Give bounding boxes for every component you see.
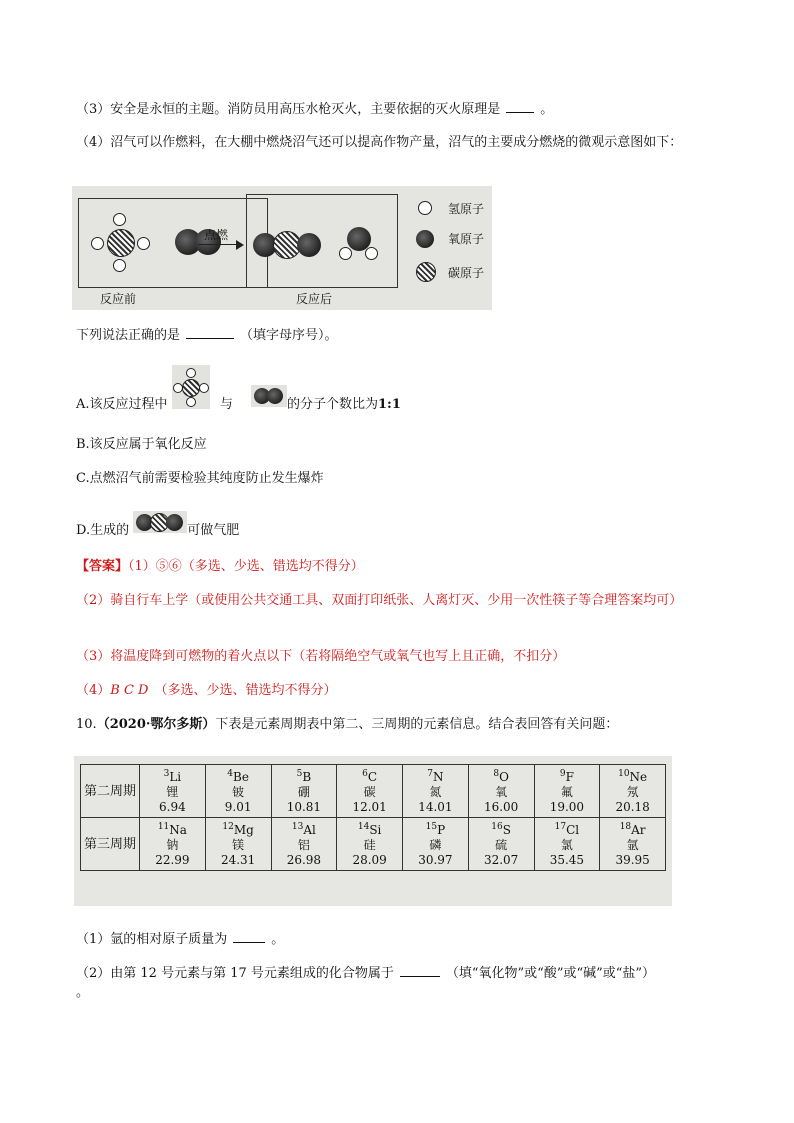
- methane-molecule-icon: [172, 365, 210, 409]
- question-10-text: 下表是元素周期表中第二、三周期的元素信息。结合表回答有关问题：: [215, 717, 619, 732]
- element-name: 氩: [626, 838, 639, 852]
- element-cell: [271, 765, 337, 818]
- element-cell: [468, 765, 534, 818]
- element-cell: [205, 765, 271, 818]
- hydrogen-atom: [91, 237, 104, 250]
- period-label: 第三周期: [81, 818, 140, 871]
- element-name: 硼: [297, 785, 310, 799]
- element-symbol: B: [302, 770, 312, 784]
- answer-blank[interactable]: [233, 930, 265, 943]
- element-cell: [205, 818, 271, 871]
- element-symbol: O: [499, 770, 509, 784]
- atomic-mass: 30.97: [418, 853, 453, 867]
- answer-1: [76, 558, 364, 576]
- sub-question-2: [76, 964, 655, 983]
- element-name: 碳: [363, 785, 376, 799]
- option-a-mid: 与: [219, 397, 233, 412]
- element-name: 硫: [495, 838, 508, 852]
- atomic-number: 9: [559, 769, 566, 779]
- oxygen-legend-icon: [416, 230, 434, 248]
- element-name: 氮: [429, 785, 442, 799]
- hydrogen-atom: [339, 247, 352, 260]
- element-symbol: Ar: [631, 823, 646, 837]
- answer-2: （2）骑自行车上学（或使用公共交通工具、双面打印纸张、人离灯灭、少用一次性筷子等合理答案均可）: [76, 593, 683, 608]
- element-cell: [337, 765, 403, 818]
- hydrogen-atom: [113, 259, 126, 272]
- answer-4-suffix: （多选、少选、错选均不得分）: [154, 683, 337, 698]
- oxygen-atom: [297, 233, 321, 257]
- legend-carbon: 碳原子: [448, 266, 485, 280]
- element-symbol: N: [432, 770, 444, 784]
- element-cell: [403, 818, 469, 871]
- atomic-mass: 6.94: [159, 800, 186, 814]
- atomic-mass: 10.81: [286, 800, 322, 814]
- element-cell: [337, 818, 403, 871]
- atomic-mass: 32.07: [483, 853, 519, 867]
- sub-question-2-hint: （填“氧化物”或“酸”或“碱”或“盐”）: [445, 966, 656, 981]
- element-symbol: Al: [303, 823, 316, 837]
- question-10: [76, 716, 618, 734]
- periodic-table-image: [74, 756, 672, 906]
- element-symbol: Mg: [233, 823, 254, 837]
- atomic-number: 6: [362, 769, 368, 779]
- element-cell: [403, 765, 469, 818]
- element-name: 磷: [429, 838, 442, 852]
- element-symbol: Be: [233, 770, 249, 784]
- element-name: 氧: [495, 785, 508, 799]
- question-4: （4）沼气可以作燃料，在大棚中燃烧沼气还可以提高作物产量，沼气的主要成分燃烧的微观示意图如下：: [76, 135, 683, 150]
- sub-question-1-text: （1）氩的相对原子质量为: [76, 932, 228, 947]
- option-a-suffix: 的分子个数比为: [286, 397, 378, 412]
- table-row: [81, 818, 666, 871]
- atomic-number: 8: [493, 769, 500, 779]
- atomic-mass: 39.95: [615, 853, 650, 867]
- atomic-mass: 28.09: [352, 853, 387, 867]
- element-name: 锂: [166, 785, 179, 799]
- answer-3: （3）将温度降到可燃物的着火点以下（若将隔绝空气或氧气也写上且正确，不扣分）: [76, 649, 566, 664]
- question-3-end: 。: [540, 102, 554, 117]
- option-d: [76, 522, 239, 540]
- element-symbol: C: [367, 770, 378, 784]
- element-name: 氯: [560, 838, 573, 852]
- periodic-table: [80, 764, 666, 871]
- atomic-number: 12: [222, 822, 234, 832]
- answer-blank[interactable]: [186, 326, 234, 339]
- after-box: [246, 194, 398, 288]
- table-row: [81, 765, 666, 818]
- atomic-mass: 22.99: [155, 853, 190, 867]
- element-name: 硅: [363, 838, 376, 852]
- hydrogen-legend-icon: [418, 201, 432, 215]
- option-a-prefix: A.该反应过程中: [76, 397, 168, 412]
- choice-question-hint: （填字母序号）。: [240, 328, 338, 343]
- element-symbol: Si: [369, 823, 382, 837]
- element-name: 钠: [166, 838, 179, 852]
- sub-question-1: [76, 930, 284, 949]
- element-symbol: F: [565, 770, 574, 784]
- option-c: C.点燃沼气前需要检验其纯度防止发生爆炸: [76, 471, 324, 486]
- atomic-number: 7: [427, 769, 433, 779]
- atomic-number: 14: [357, 822, 370, 832]
- element-name: 镁: [232, 838, 245, 852]
- oxygen-molecule-icon: [251, 385, 287, 407]
- element-cell: [140, 818, 206, 871]
- atomic-mass: 16.00: [483, 800, 519, 814]
- element-name: 铝: [297, 838, 310, 852]
- option-a: [76, 396, 401, 414]
- legend-hydrogen: 氢原子: [448, 202, 485, 216]
- reaction-diagram: [72, 186, 492, 310]
- element-name: 铍: [232, 785, 245, 799]
- carbon-atom: [107, 229, 135, 257]
- answer-label: 【答案】: [76, 559, 129, 574]
- element-symbol: Cl: [566, 823, 580, 837]
- sub-question-2-end: 。: [76, 985, 90, 1000]
- question-10-source: （2020·鄂尔多斯）: [96, 717, 216, 732]
- answer-blank[interactable]: [506, 100, 534, 113]
- atomic-number: 3: [163, 769, 170, 779]
- element-cell: [600, 765, 666, 818]
- answer-blank[interactable]: [400, 964, 440, 977]
- atomic-mass: 35.45: [549, 853, 585, 867]
- atomic-number: 11: [157, 822, 170, 832]
- element-symbol: Ne: [629, 770, 648, 784]
- element-cell: [468, 818, 534, 871]
- legend-oxygen: 氧原子: [448, 232, 485, 246]
- carbon-dioxide-molecule-icon: [133, 511, 187, 533]
- question-3: [76, 100, 553, 119]
- atomic-mass: 26.98: [286, 853, 322, 867]
- element-name: 氖: [626, 785, 639, 799]
- element-symbol: P: [437, 823, 446, 837]
- atomic-number: 10: [618, 769, 630, 779]
- arrow-head-icon: [236, 240, 244, 250]
- atomic-number: 18: [619, 822, 632, 832]
- sub-question-2-text: （2）由第 12 号元素与第 17 号元素组成的化合物属于: [76, 966, 394, 981]
- answer-4: [76, 682, 336, 700]
- choice-question: [76, 326, 338, 345]
- atomic-number: 5: [296, 769, 303, 779]
- atomic-number: 17: [554, 822, 567, 832]
- hydrogen-atom: [113, 213, 126, 226]
- atomic-mass: 14.01: [418, 800, 453, 814]
- hydrogen-atom: [365, 247, 378, 260]
- after-label: 反应后: [296, 292, 333, 306]
- answer-4-prefix: （4）: [76, 683, 111, 698]
- option-a-ratio: 1:1: [377, 397, 401, 412]
- before-label: 反应前: [100, 292, 137, 306]
- element-symbol: S: [502, 823, 511, 837]
- element-cell: [534, 765, 600, 818]
- option-d-prefix: D.生成的: [76, 523, 130, 538]
- carbon-legend-icon: [416, 262, 436, 282]
- element-symbol: Na: [169, 823, 187, 837]
- question-3-text: （3）安全是永恒的主题。消防员用高压水枪灭火，主要依据的灭火原理是: [76, 102, 501, 117]
- atomic-mass: 12.01: [352, 800, 387, 814]
- atomic-mass: 20.18: [615, 800, 650, 814]
- question-10-number: 10.: [76, 717, 97, 732]
- atomic-mass: 9.01: [224, 800, 252, 814]
- answer-4-letters: B C D: [110, 683, 149, 698]
- atomic-mass: 19.00: [549, 800, 585, 814]
- element-cell: [534, 818, 600, 871]
- element-name: 氟: [560, 785, 573, 799]
- choice-question-text: 下列说法正确的是: [76, 328, 181, 343]
- element-cell: [140, 765, 206, 818]
- arrow-label: 点燃: [204, 228, 229, 242]
- reaction-arrow: [198, 244, 238, 245]
- atomic-number: 16: [491, 822, 503, 832]
- element-cell: [271, 818, 337, 871]
- atomic-number: 15: [425, 822, 438, 832]
- atomic-number: 13: [291, 822, 304, 832]
- period-label: 第二周期: [81, 765, 140, 818]
- hydrogen-atom: [137, 237, 150, 250]
- element-cell: [600, 818, 666, 871]
- option-b: B.该反应属于氧化反应: [76, 437, 207, 452]
- option-d-suffix: 可做气肥: [187, 523, 240, 538]
- atomic-mass: 24.31: [220, 853, 256, 867]
- element-symbol: Li: [169, 770, 182, 784]
- sub-question-1-end: 。: [271, 932, 285, 947]
- atomic-number: 4: [227, 769, 234, 779]
- answer-1-text: （1）⑤⑥（多选、少选、错选均不得分）: [128, 559, 364, 574]
